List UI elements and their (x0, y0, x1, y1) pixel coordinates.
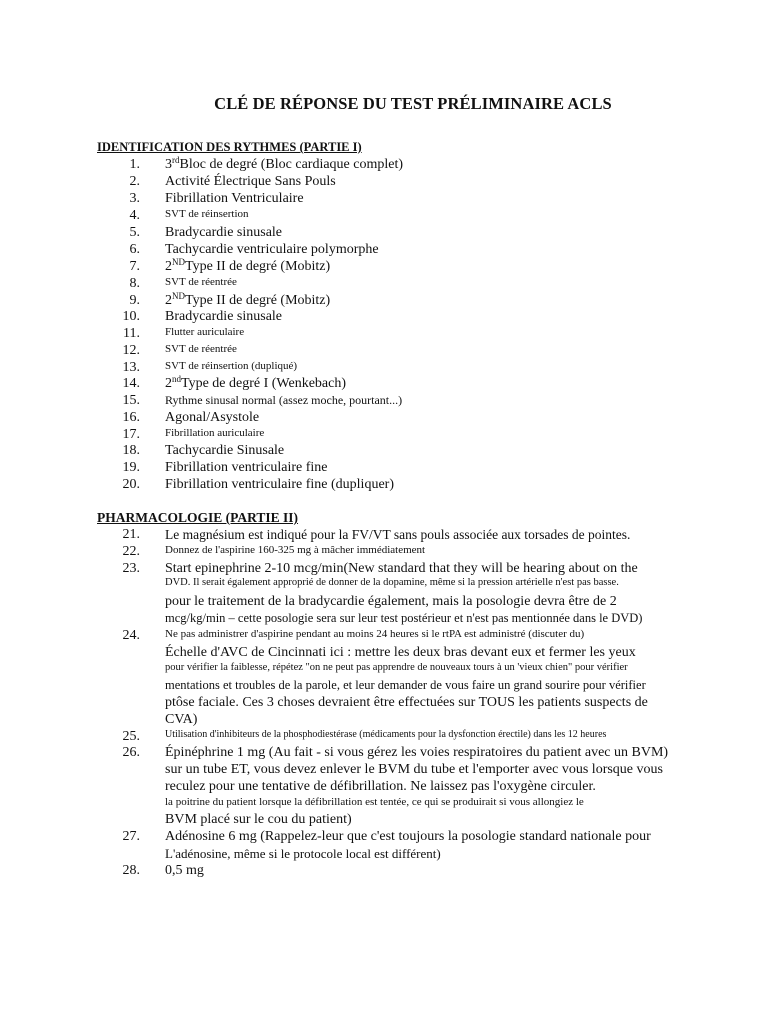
list-item-line: BVM placé sur le cou du patient) (165, 812, 352, 827)
list-item-line: mentations et troubles de la parole, et leur demander de vous faire un grand sourire pour vérifier (165, 678, 646, 692)
section-heading-rhythms: IDENTIFICATION DES RYTHMES (PARTIE I) (97, 140, 362, 154)
list-item-line: CVA) (165, 712, 198, 727)
list-item-line: ptôse faciale. Ces 3 choses devraient être effectuées sur TOUS les patients suspects de (165, 695, 648, 710)
list-item-line: la poitrine du patient lorsque la défibrillation est tentée, ce qui se produirait si vous allongiez le (165, 796, 584, 808)
list-item-line: DVD. Il serait également approprié de donner de la dopamine, même si la pression artérielle n'est pas basse. (165, 577, 619, 588)
list-item-line: mcg/kg/min – cette posologie sera sur leur test postérieur et n'est pas mentionnée dans le DVD) (165, 611, 643, 625)
list-item-line: Échelle d'AVC de Cincinnati ici : mettre les deux bras devant eux et fermer les yeux (165, 645, 636, 660)
document-page: CLÉ DE RÉPONSE DU TEST PRÉLIMINAIRE ACLS IDENTIFICATION DES RYTHMES (PARTIE I) 1. 3rdBloc de degré (Bloc cardiaque complet) 2. Activité Électrique Sans Pouls 3. Fibrillation Ventriculaire 4. SVT de réinsertion 5. Bradycardie sinusale 6. Tachycardie ventriculaire polymorphe 7. 2NDType II de degré (Mobitz) 8. SVT de réentrée 9. 2NDType II de degré (Mobitz) 10. Bradycardie sinusale 11. Flutter auriculaire 12. SVT de réentrée 13. SVT de réinsertion (dupliqué) 14. 2ndType de degré I (Wenkebach) 15. Rythme sinusal normal (assez moche, pourtant...) 16. Agonal/Asystole 17. Fibrillation auriculaire 18. Tachycardie Sinusale 19. Fibrillation ventriculaire fine 20. Fibrillation ventriculaire fine (dupliquer) PHARMACOLOGIE (PARTIE II) 21. Le magnésium est indiqué pour la FV/VT sans pouls associée aux torsades de pointes. 22. Donnez de l'aspirine 160-325 mg à mâcher immédiatement 23. Start epinephrine 2-10 mcg/min(New standard that they will be hearing about on the DVD. Il serait également approprié de donner de la dopamine, même si la pression artérielle n'est pas basse. pour le traitement de la bradycardie également, mais la posologie devra être de 2 mcg/kg/min – cette posologie sera sur leur test postérieur et n'est pas mentionnée dans le DVD) 24. Ne pas administrer d'aspirine pendant au moins 24 heures si le rtPA est administré (discuter du) Échelle d'AVC de Cincinnati ici : mettre les deux bras devant eux et fermer les yeux pour vérifier la faiblesse, répétez "on ne peut pas apprendre de nouveaux tours à un 'vieux chien" pour vérifier mentations et troubles de la parole, et leur demander de vous faire un grand sourire pour vérifier ptôse faciale. Ces 3 choses devraient être effectuées sur TOUS les patients suspects de CVA) 25. Utilisation d'inhibiteurs de la phosphodiestérase (médicaments pour la dysfonction érectile) dans les 12 heures 26. Épinéphrine 1 mg (Au fait - si vous gérez les voies respiratoires du patient avec un BVM) sur un tube ET, vous devez enlever le BVM du tube et l'emporter avec vous lorsque vous reculez pour une tentative de défibrillation. Ne laissez pas l'oxygène circuler. la poitrine du patient lorsque la défibrillation est tentée, ce qui se produirait si vous allongiez le BVM placé sur le cou du patient) 27. Adénosine 6 mg (Rappelez-leur que c'est toujours la posologie standard nationale pour L'adénosine, même si le protocole local est différent) 28. 0,5 mg (0, 0, 768, 1024)
page-title: CLÉ DE RÉPONSE DU TEST PRÉLIMINAIRE ACLS (214, 94, 612, 113)
list-item-line: pour vérifier la faiblesse, répétez "on ne peut pas apprendre de nouveaux tours à un 'vieux chien" pour vérifier (165, 662, 628, 673)
list-item-line: L'adénosine, même si le protocole local est différent) (165, 846, 441, 861)
list-item-line: pour le traitement de la bradycardie également, mais la posologie devra être de 2 (165, 594, 617, 609)
section-heading-pharmacology: PHARMACOLOGIE (PARTIE II) (97, 510, 299, 525)
list-item-line: reculez pour une tentative de défibrillation. Ne laissez pas l'oxygène circuler. (165, 779, 596, 794)
list-item-line: sur un tube ET, vous devez enlever le BVM du tube et l'emporter avec vous lorsque vous (165, 762, 663, 777)
